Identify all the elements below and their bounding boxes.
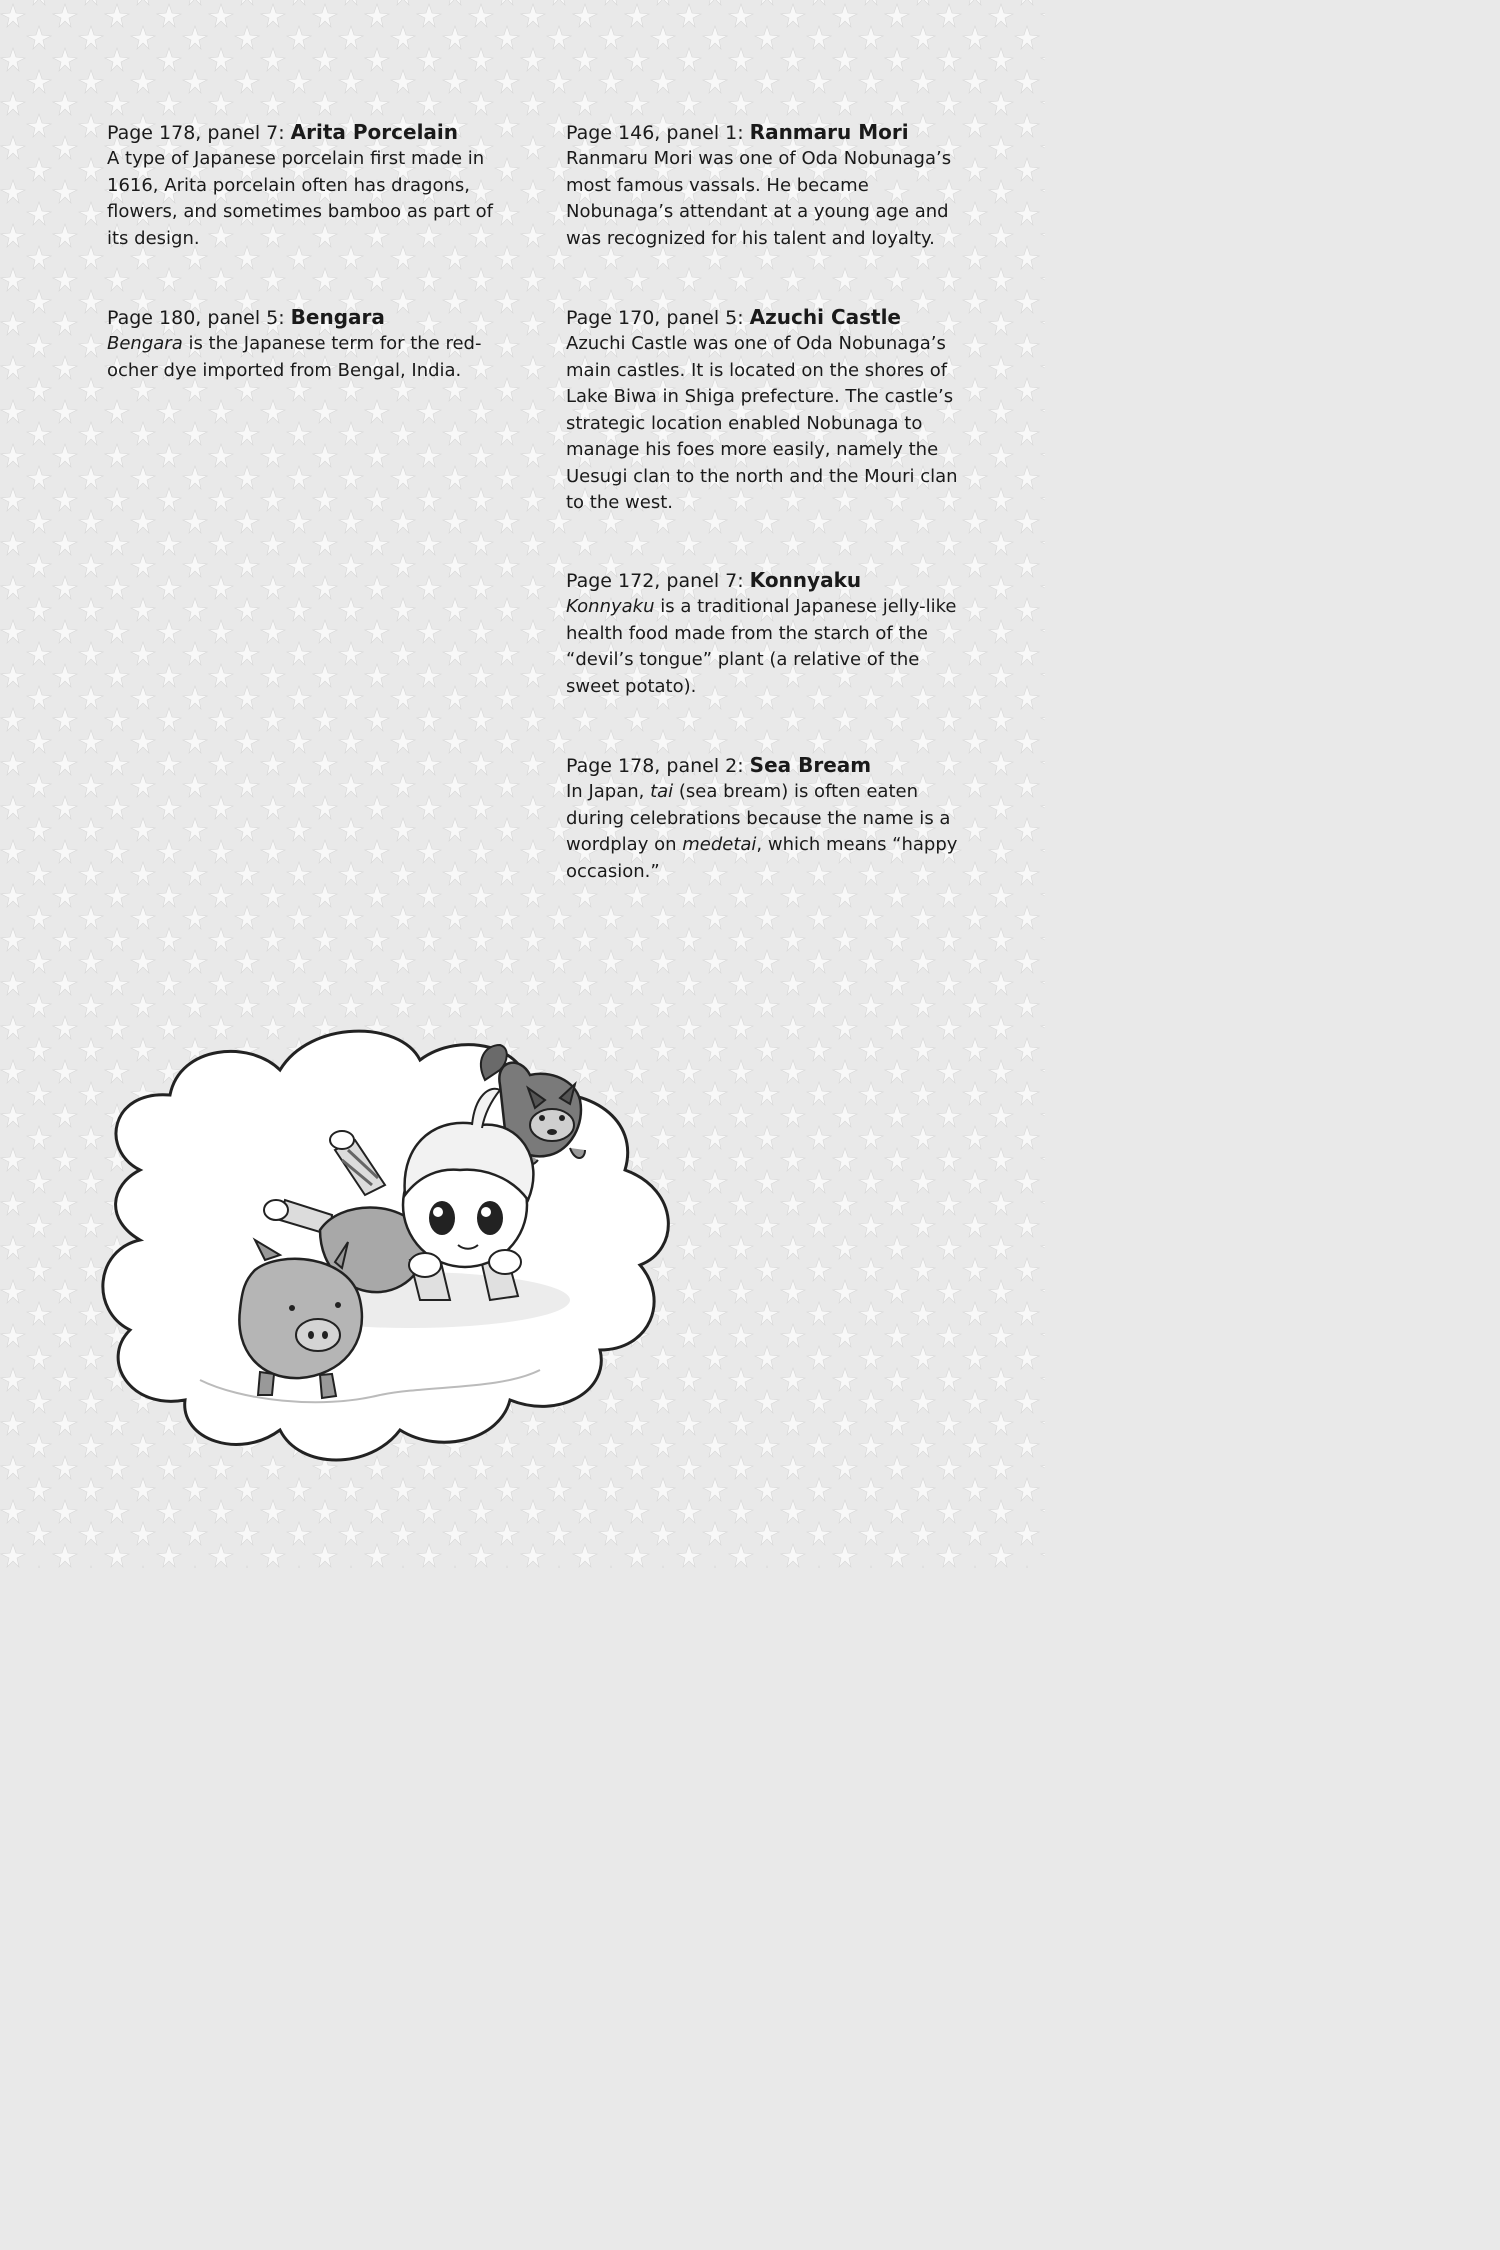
- note-title: Bengara: [290, 305, 385, 329]
- body-text: is the Japanese term for the red-ocher dye imported from Bengal, India.: [107, 333, 482, 381]
- note-body: [566, 331, 966, 517]
- note-ref: Page 170, panel 5:: [566, 307, 744, 329]
- note-ref: Page 172, panel 7:: [566, 570, 744, 592]
- note-body: [566, 779, 966, 885]
- note-body: [107, 331, 507, 384]
- body-text: (sea bream) is often eaten during celebrations because the name is a wordplay on: [566, 781, 951, 855]
- note-sea-bream: [566, 752, 966, 885]
- note-title: Arita Porcelain: [290, 120, 459, 144]
- italic-term: Bengara: [107, 333, 183, 354]
- body-text: , which means “happy occasion.”: [566, 834, 958, 882]
- note-body: [107, 146, 507, 252]
- note-ref: Page 146, panel 1:: [566, 122, 744, 144]
- body-text: Azuchi Castle was one of Oda Nobunaga’s main castles. It is located on the shores of Lake Biwa in Shiga prefecture. The castle’s strategic location enabled Nobunaga to manage his foes more easily, namely the Uesugi clan to the north and the Mouri clan to the west.: [566, 333, 958, 513]
- note-title: Azuchi Castle: [749, 305, 901, 329]
- note-title: Konnyaku: [749, 568, 862, 592]
- note-ref: Page 180, panel 5:: [107, 307, 285, 329]
- italic-term: Konnyaku: [566, 596, 655, 617]
- note-title: Sea Bream: [749, 753, 872, 777]
- note-title: Ranmaru Mori: [749, 120, 909, 144]
- note-konnyaku: [566, 567, 966, 700]
- body-text: is a traditional Japanese jelly-like health food made from the starch of the “devil’s tongue” plant (a relative of the sweet potato).: [566, 596, 957, 697]
- note-azuchi-castle: [566, 304, 966, 517]
- body-text: A type of Japanese porcelain first made in 1616, Arita porcelain often has dragons, flowers, and sometimes bamboo as part of its design.: [107, 148, 493, 249]
- note-ref: Page 178, panel 2:: [566, 755, 744, 777]
- note-ref: Page 178, panel 7:: [107, 122, 285, 144]
- body-text: In Japan,: [566, 781, 651, 802]
- note-body: [566, 594, 966, 700]
- cloud-illustration: [80, 1000, 700, 1540]
- italic-term: medetai: [682, 834, 757, 855]
- note-bengara: [107, 304, 507, 384]
- note-ranmaru-mori: [566, 119, 966, 252]
- note-body: [566, 146, 966, 252]
- note-arita-porcelain: [107, 119, 507, 252]
- body-text: Ranmaru Mori was one of Oda Nobunaga’s most famous vassals. He became Nobunaga’s attendant at a young age and was recognized for his talent and loyalty.: [566, 148, 952, 249]
- italic-term: tai: [650, 781, 674, 802]
